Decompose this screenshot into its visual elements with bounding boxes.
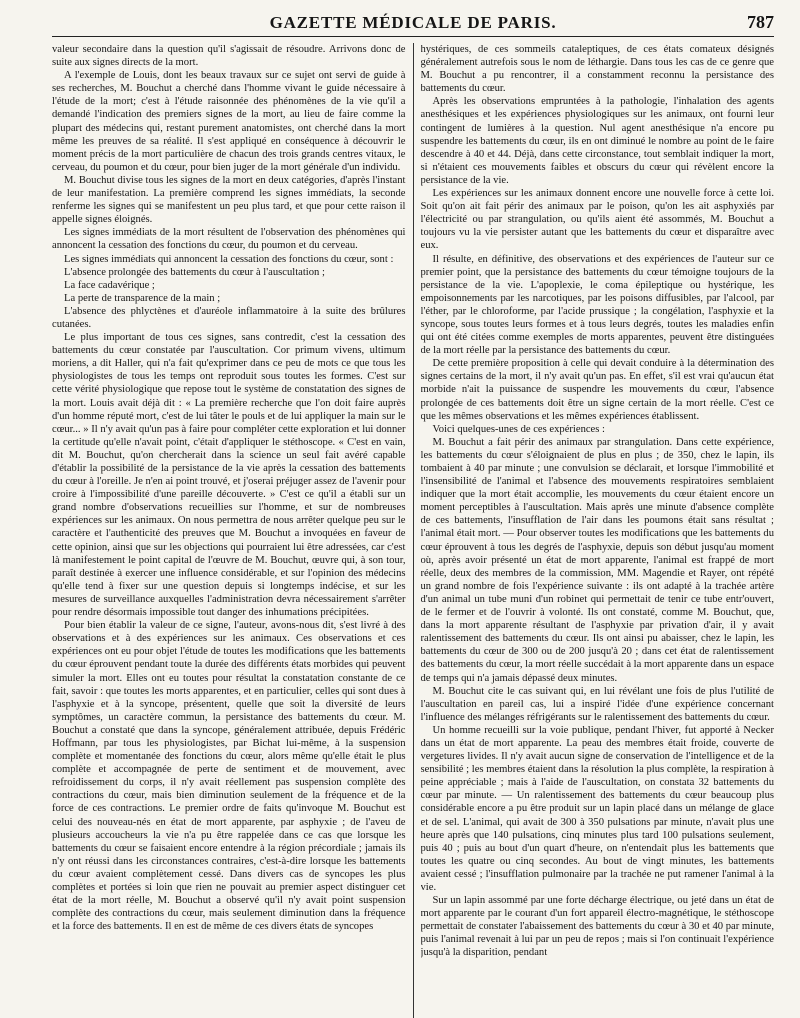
- paragraph: Après les observations empruntées à la pathologie, l'inhalation des agents anesthésiques et les expériences physiologiques sur les animaux, ont fourni leur contingent de lumières à la question. Nul agent anesthésique n'a encore pu suspendre les battements du cœur, ils en ont diminué le nombre au point de le faire descendre à 40 et 44. Déjà, dans cette circonstance, tout semblait indiquer la mort, si n'étaient ces mouvements faibles et obscurs du cœur qui révèlent encore la persistance de la vie.: [420, 96, 774, 186]
- paragraph: Les expériences sur les animaux donnent encore une nouvelle force à cette loi. Soit qu'on ait fait périr des animaux par le poison, qu'on les ait asphyxiés par l'électricité ou par strangulation, ou qu'ils aient été assommés, M. Bouchut a toujours vu la vie persister autant que les battements du cœur et disparaître avec eux.: [420, 188, 774, 252]
- paragraph: A l'exemple de Louis, dont les beaux travaux sur ce sujet ont servi de guide à ses recherches, M. Bouchut a cherché dans l'homme vivant le guide nécessaire à l'étude de la mort; c'est à l'étude raisonnée des phénomènes de la vie qu'il a demandé l'indication des premiers signes de la mort, au lieu de faire comme la plupart des médecins qui, restant purement anatomistes, ont cherché dans la mort même les preuves de sa réalité. Il s'est appliqué en conséquence à découvrir le moment précis de la mort particulière de chacun des trois grands centres vitaux, le cerveau, du poumon et du cœur, pour bien juger de la mort générale d'un individu.: [52, 70, 406, 173]
- paragraph: Le plus important de tous ces signes, sans contredit, c'est la cessation des battements du cœur constatée par l'auscultation. Cor primum vivens, ultimum moriens, a dit Haller, qui n'a fait qu'exprimer dans ce peu de mots ce que tous les physiologistes de tous les temps ont reproduit sous toutes les formes. C'est sur cette vérité physiologique que repose tout le système de constatation des signes de la mort. Louis avait déjà dit : « La première recherche que l'on doit faire auprès d'un homme réputé mort, c'est de lui tâter le pouls et de lui appliquer la main sur le cœur... » Il n'y avait qu'un pas à faire pour compléter cette exploration et lui donner la certitude qu'elle n'avait point, c'était d'appliquer le stéthoscope. « C'est en vain, dit M. Bouchut, qu'on chercherait dans la science un seul fait avéré capable d'établir la possibilité de la persistance de la vie après la cessation des battements du cœur à l'oreille. Je n'en ai point trouvé, et j'oserai préjuger assez de l'avenir pour croire à l'impossibilité d'une pareille découverte. » C'est ce qu'il a établi sur un grand nombre d'observations recueillies sur l'homme, et sur de nombreuses expériences sur les animaux. On nous permettra de nous arrêter quelque peu sur le caractère et l'authenticité des preuves que M. Bouchut a invoquées en faveur de cette opinion, ainsi que sur les objections qui pourraient lui être adressées, car c'est là manifestement le point capital de l'œuvre de M. Bouchut, œuvre qui, à son tour, paraît destinée à exercer une influence considérable, et sur l'opinion des médecins qu'elle tend à fixer sur une question depuis si longtemps indécise, et sur les mesures de surveillance auxquelles l'administration devra nécessairement s'arrêter pour rendre désormais impossible tout danger des inhumations précipitées.: [52, 332, 406, 619]
- text-columns: [52, 43, 774, 1018]
- column-divider: [413, 43, 414, 1018]
- list-item: L'absence prolongée des battements du cœur à l'auscultation ;: [64, 266, 325, 278]
- paragraph: M. Bouchut a fait périr des animaux par strangulation. Dans cette expérience, les battements du cœur s'éloignaient de plus en plus ; de 350, chez le lapin, ils tombaient à 40 par minute ; une convulsion se déclarait, et lorsque l'immobilité et l'insensibilité de l'animal et l'absence des mouvements respiratoires semblaient indiquer que la mort était accomplie, les mouvements du cœur étaient encore un moment perceptibles à l'auscultation. Mais après une minute d'absence complète de ces battements, l'insufflation de l'air dans les poumons était sans résultat ; l'animal était mort. — Pour observer toutes les modifications que les battements du cœur éprouvent à tous les degrés de l'asphyxie, depuis son début jusqu'au moment où, après avoir présenté un état de mort apparente, l'animal est frappé de mort réelle, deux des membres de la commission, MM. Magendie et Rayer, ont répété un grand nombre de fois l'expérience suivante : ils ont adapté à la trachée artère d'un animal un tube muni d'un robinet qui permettait de tenir ce tube entr'ouvert, de le fermer et de l'ouvrir à volonté. Ils ont constaté, comme M. Bouchut, que, dans la mort apparente résultant de l'asphyxie par privation d'air, il y avait ralentissement des battements du cœur. Ils ont ainsi pu abaisser, chez le lapin, les battements du cœur de 300 ou de 200 jusqu'à 20 ; dans cet état de ralentissement des battements du cœur, la mort réelle succédait à la mort apparente dans un espace de temps qui n'a jamais dépassé deux minutes.: [420, 436, 774, 684]
- paragraph: Un homme recueilli sur la voie publique, pendant l'hiver, fut apporté à Necker dans un état de mort apparente. La peau des membres était froide, couverte de vergetures livides. Il n'y avait aucun signe de conservation de l'intelligence et de la sensibilité ; les membres étaient dans la résolution la plus complète, la respiration à peine appréciable ; mais à l'aide de l'auscultation, on constata 32 battements du cœur par minute. — Un ralentissement des battements du cœur beaucoup plus considérable encore a pu être produit sur un lapin placé dans un mélange de glace et de sel. L'animal, qui avait de 300 à 350 pulsations par minute, n'avait plus une heure après que 140 pulsations, cinq minutes plus tard 100 pulsations seulement, puis 40 ; puis au bout d'un quart d'heure, on n'entendait plus les battements que toutes les quatre ou cinq secondes. Au bout de vingt minutes, les battements avaient cessé ; l'insufflation pulmonaire par la trachée ne put ramener l'animal à la vie.: [420, 724, 774, 893]
- paragraph: Sur un lapin assommé par une forte décharge électrique, ou jeté dans un état de mort apparente par le courant d'un fort appareil électro-magnétique, le stéthoscope permettait de constater l'abaissement des battements du cœur à 30 et 40 par minute, puis l'animal revenait à lui par un peu de repos ; mais si l'on continuait l'expérience jusqu'à la disparition, pendant: [420, 895, 774, 959]
- page-header: [52, 10, 774, 37]
- paragraph: M. Bouchut divise tous les signes de la mort en deux catégories, d'après l'instant de leur manifestation. La première comprend les signes immédiats, la seconde renferme les signes qui se manifestent un peu plus tard, et que pour cette raison il appelle signes éloignés.: [52, 174, 406, 226]
- left-column: [52, 43, 406, 1018]
- right-column: [421, 43, 775, 1018]
- list-item: La face cadavérique ;: [64, 279, 155, 291]
- paragraph: Il résulte, en définitive, des observations et des expériences de l'auteur sur ce premier point, que la persistance des battements du cœur témoigne toujours de la persistance de la vie. L'apoplexie, le coma épileptique ou hystérique, les empoisonnements par les narcotiques, par les poisons diffusibles, par l'alcool, par l'éther, par le chloroforme, par l'acide prussique ; la congélation, l'asphyxie et la syncope, sous toutes leurs formes et à tous leurs degrés, toutes les maladies enfin qui ont été citées comme exemples de morts apparentes, peuvent être distinguées de la mort réelle par la persistance des battements du cœur.: [420, 253, 774, 357]
- page-number: 787: [747, 12, 774, 32]
- paragraph: Voici quelques-unes de ces expériences :: [432, 423, 605, 435]
- paragraph: hystériques, de ces sommeils cataleptiques, de ces états comateux désignés généralement autrefois sous le nom de léthargie. Dans tous les cas de ce genre que M. Bouchut a pu rencontrer, il a constamment reconnu la persistance des battements du cœur.: [420, 44, 774, 95]
- list-item: L'absence des phlyctènes et d'auréole inflammatoire à la suite des brûlures cutanées.: [52, 305, 406, 330]
- journal-title: GAZETTE MÉDICALE DE PARIS.: [269, 13, 557, 32]
- paragraph: M. Bouchut cite le cas suivant qui, en lui révélant une fois de plus l'utilité de l'auscultation en pareil cas, lui a inspiré l'idée d'une expérience concernant l'influence des mélanges réfrigérants sur le ralentissement des battements du cœur.: [420, 685, 774, 723]
- paragraph: Les signes immédiats de la mort résultent de l'observation des phénomènes qui annoncent la cessation des fonctions du cœur, du poumon et du cerveau.: [52, 227, 406, 252]
- paragraph: valeur secondaire dans la question qu'il s'agissait de résoudre. Arrivons donc de suite aux signes directs de la mort.: [52, 44, 406, 69]
- paragraph: Les signes immédiats qui annoncent la cessation des fonctions du cœur, sont :: [64, 253, 394, 265]
- list-item: La perte de transparence de la main ;: [64, 292, 221, 304]
- paragraph: Pour bien établir la valeur de ce signe, l'auteur, avons-nous dit, s'est livré à des observations et à des expériences sur les animaux. Ces observations et ces expériences ont eu pour objet l'étude de toutes les modifications que les battements du cœur éprouvent pendant toute la durée des différents états morbides qui peuvent simuler la mort. Elles ont eu toutes pour résultat la constatation constante de ce fait, savoir : que toutes les morts apparentes, et en particulier, celles qui sont dues à l'asphyxie et à la syncope, présentent, quelle que soit la diversité de leurs symptômes, un caractère commun, la persistance des battements du cœur. M. Bouchut a constaté que dans la syncope, généralement attribuée, depuis Frédéric Hoffmann, par tous les physiologistes, par Bichat lui-même, à la suspension complète et momentanée des fonctions du cœur, alors même qu'elle était le plus complète et accompagnée de perte de sentiment et de mouvement, avec refroidissement du corps, il n'y avait réellement pas suspension complète des contractions du cœur, mais bien diminution seulement de la fréquence et de la force de ces contractions. Le premier ordre de faits qu'invoque M. Bouchut est celui des nouveau-nés en état de mort apparente, par asphyxie ; de l'aveu de plusieurs accoucheurs la vie n'a pu être rappelée dans ce cas que lorsque les battements du cœur se faisaient encore entendre à la région précordiale ; jamais ils n'y ont réussi dans les circonstances contraires, c'est-à-dire lorsque les battements du cœur avaient complètement cessé. Dans divers cas de syncopes les plus complètes et portées si loin que rien ne pouvait au premier aspect distinguer cet état de la mort réelle, M. Bouchut a observé qu'il n'y avait point suspension complète des contractions du cœur, mais seulement diminution dans la fréquence et la force des battements. Il en est de même de ces divers états de syncopes: [52, 620, 406, 933]
- paragraph: De cette première proposition à celle qui devait conduire à la détermination des signes certains de la mort, il n'y avait qu'un pas. En effet, s'il est vrai qu'aucun état morbide n'ait la puissance de suspendre les mouvements du cœur, l'absence prolongée de ces battements doit être un signe certain de la mort réelle. C'est ce que les mêmes observations et les mêmes expériences établissent.: [420, 358, 774, 422]
